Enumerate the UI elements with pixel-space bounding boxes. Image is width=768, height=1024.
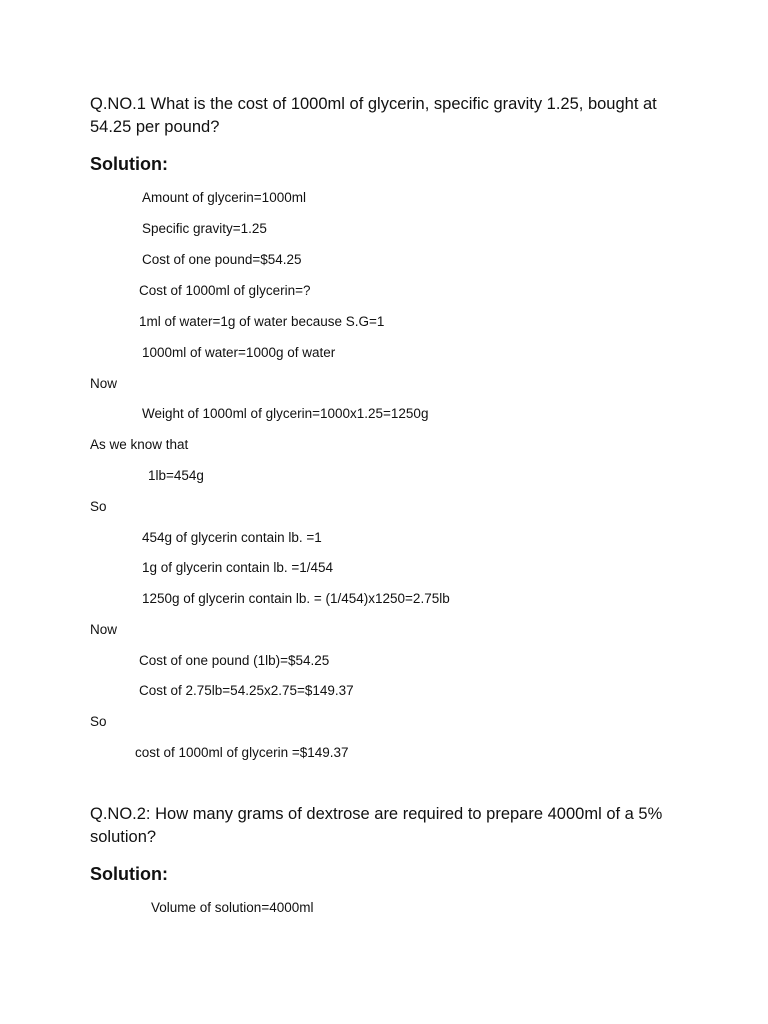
solution-line: 1ml of water=1g of water because S.G=1 bbox=[139, 314, 385, 329]
solution-line: As we know that bbox=[90, 437, 189, 452]
solution-line: 1250g of glycerin contain lb. = (1/454)x1250=2.75lb bbox=[142, 591, 450, 606]
solution-line: Weight of 1000ml of glycerin=1000x1.25=1250g bbox=[142, 406, 429, 421]
solution-line: 1lb=454g bbox=[148, 468, 204, 483]
solution-heading-2: Solution: bbox=[90, 864, 168, 884]
solution-line: Volume of solution=4000ml bbox=[151, 900, 314, 915]
solution-line: Cost of one pound=$54.25 bbox=[142, 252, 302, 267]
solution-line: So bbox=[90, 499, 107, 514]
solution-line: Amount of glycerin=1000ml bbox=[142, 190, 306, 205]
solution-line: Now bbox=[90, 622, 118, 637]
question-2: Q.NO.2: How many grams of dextrose are required to prepare 4000ml of a 5% solution? bbox=[90, 805, 663, 846]
question-1: Q.NO.1 What is the cost of 1000ml of glycerin, specific gravity 1.25, bought at 54.25 per pound? bbox=[90, 95, 657, 136]
solution-line: 454g of glycerin contain lb. =1 bbox=[142, 530, 322, 545]
solution-line: cost of 1000ml of glycerin =$149.37 bbox=[135, 745, 349, 760]
solution-line: 1000ml of water=1000g of water bbox=[142, 345, 336, 360]
solution-heading-1: Solution: bbox=[90, 154, 168, 174]
solution-line: Cost of one pound (1lb)=$54.25 bbox=[139, 653, 330, 668]
solution-line: Specific gravity=1.25 bbox=[142, 221, 267, 236]
solution-line: Now bbox=[90, 376, 118, 391]
solution-line: So bbox=[90, 714, 107, 729]
solution-line: Cost of 2.75lb=54.25x2.75=$149.37 bbox=[139, 683, 354, 698]
solution-line: Cost of 1000ml of glycerin=? bbox=[139, 283, 311, 298]
solution-line: 1g of glycerin contain lb. =1/454 bbox=[142, 560, 334, 575]
